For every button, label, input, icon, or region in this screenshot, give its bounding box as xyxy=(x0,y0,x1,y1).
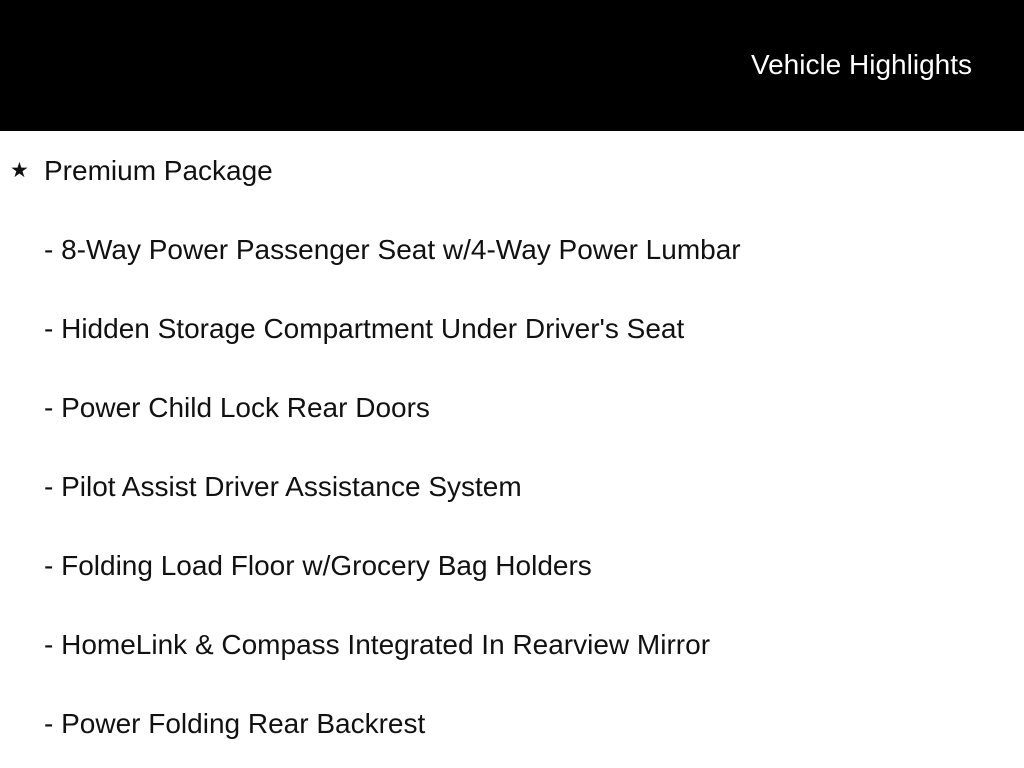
feature-item: - Power Folding Rear Backrest xyxy=(44,708,426,739)
package-heading xyxy=(10,153,273,189)
header-bar xyxy=(0,0,1024,131)
package-name: Premium Package xyxy=(44,155,273,186)
feature-item: - HomeLink & Compass Integrated In Rearview Mirror xyxy=(44,629,711,660)
page-title: Vehicle Highlights xyxy=(750,49,972,80)
star-icon: ★ xyxy=(10,159,29,182)
feature-item: - Hidden Storage Compartment Under Driver's Seat xyxy=(44,313,685,344)
feature-item: - Power Child Lock Rear Doors xyxy=(44,392,430,423)
feature-item: - 8-Way Power Passenger Seat w/4-Way Power Lumbar xyxy=(44,234,741,265)
feature-item: - Pilot Assist Driver Assistance System xyxy=(44,471,522,502)
feature-item: - Folding Load Floor w/Grocery Bag Holders xyxy=(44,550,592,581)
